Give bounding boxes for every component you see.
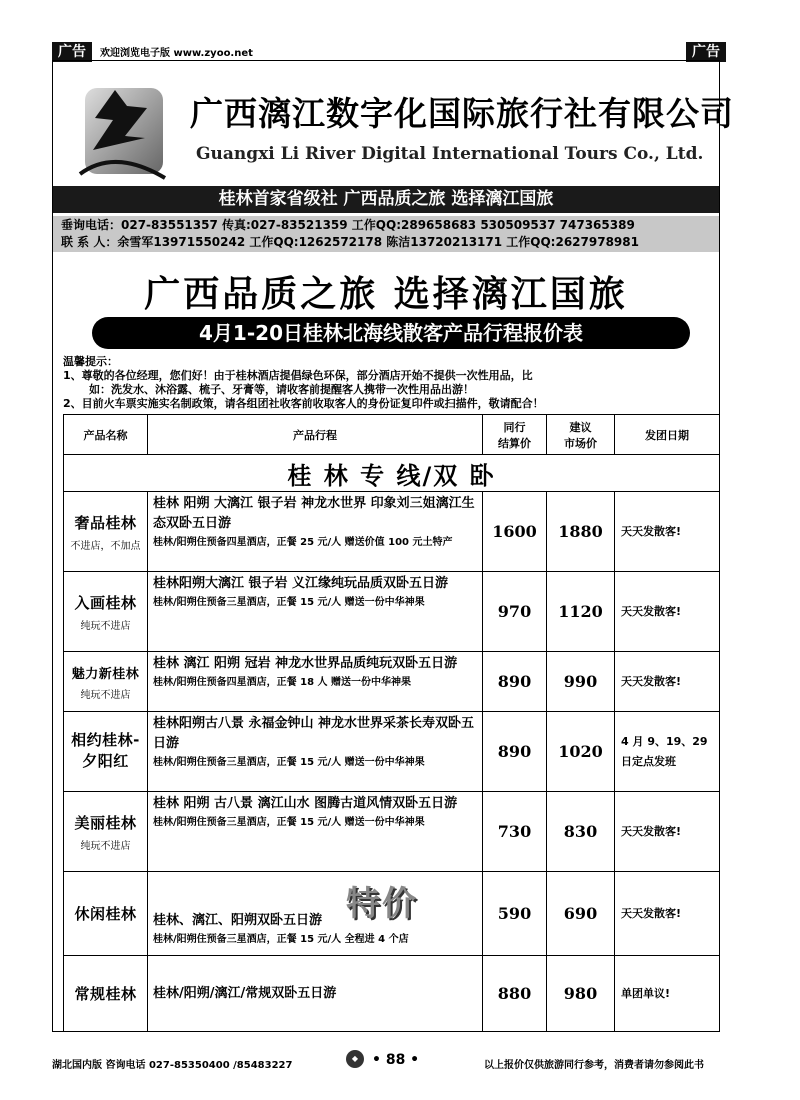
- header-itinerary: 产品行程: [148, 415, 483, 455]
- product-name-cell: 休闲桂林: [64, 872, 148, 956]
- contact-line-2: 联 系 人：余雪军13971550242 工作QQ:1262572178 陈洁13720213171 工作QQ:2627978981: [61, 235, 639, 249]
- headline: 广西品质之旅 选择漓江国旅: [144, 274, 628, 315]
- departure-date: 天天发散客!: [615, 652, 720, 712]
- departure-date: 4 月 9、19、29 日定点发班: [615, 712, 720, 792]
- retail-price: 990: [547, 652, 615, 712]
- contact-line-1: 垂询电话：027-83551357 传真:027-83521359 工作QQ:289658683 530509537 747365389: [61, 218, 635, 232]
- table-header-row: [64, 415, 720, 455]
- product-name-cell: 美丽桂林 纯玩不进店: [64, 792, 148, 872]
- price-table: [63, 414, 720, 1032]
- retail-price: 1020: [547, 712, 615, 792]
- company-logo-icon: [75, 78, 170, 180]
- net-price: 890: [483, 712, 547, 792]
- table-row: [64, 652, 720, 712]
- subheadline-pill: 4月1-20日桂林北海线散客产品行程报价表: [92, 317, 690, 349]
- table-row: [64, 492, 720, 572]
- departure-date: 天天发散客!: [615, 792, 720, 872]
- itinerary-cell: 桂林 漓江 阳朔 冠岩 神龙水世界品质纯玩双卧五日游 桂林/阳朔住预备四星酒店，正餐 18 人 赠送一份中华神果: [148, 652, 483, 712]
- header-product-name: 产品名称: [64, 415, 148, 455]
- product-name-cell: 入画桂林 纯玩不进店: [64, 572, 148, 652]
- company-name-cn: 广西漓江数字化国际旅行社有限公司: [190, 94, 734, 133]
- welcome-text: 欢迎浏览电子版 www.zyoo.net: [100, 48, 253, 59]
- header-departure-date: 发团日期: [615, 415, 720, 455]
- notice-line-2: 2、目前火车票实施实名制政策，请各组团社收客前收取客人的身份证复印件或扫描件，敬请配合！: [63, 397, 544, 410]
- departure-date: 天天发散客!: [615, 572, 720, 652]
- special-price-stamp: 特价: [346, 884, 418, 924]
- net-price: 880: [483, 956, 547, 1032]
- header-retail-price: 建议 市场价: [547, 415, 615, 455]
- net-price: 970: [483, 572, 547, 652]
- retail-price: 980: [547, 956, 615, 1032]
- contact-block: [53, 216, 719, 252]
- product-name-cell: 常规桂林: [64, 956, 148, 1032]
- product-name-cell: 奢品桂林 不进店，不加点: [64, 492, 148, 572]
- footer-right: 以上报价仅供旅游同行参考，消费者请勿参阅此书: [484, 1060, 704, 1071]
- retail-price: 830: [547, 792, 615, 872]
- notice-line-1: 1、尊敬的各位经理，您们好！由于桂林酒店提倡绿色环保，部分酒店开始不提供一次性用品，比: [63, 369, 533, 382]
- section-row: [64, 455, 720, 492]
- slogan-bar: 桂林首家省级社 广西品质之旅 选择漓江国旅: [53, 186, 719, 213]
- net-price: 730: [483, 792, 547, 872]
- itinerary-cell: 桂林 阳朔 大漓江 银子岩 神龙水世界 印象刘三姐漓江生态双卧五日游 桂林/阳朔住预备四星酒店，正餐 25 元/人 赠送价值 100 元土特产: [148, 492, 483, 572]
- table-row: [64, 792, 720, 872]
- itinerary-cell: 特价 桂林、漓江、阳朔双卧五日游 桂林/阳朔住预备三星酒店，正餐 15 元/人 全程进 4 个店: [148, 872, 483, 956]
- departure-date: 天天发散客!: [615, 872, 720, 956]
- net-price: 890: [483, 652, 547, 712]
- itinerary-cell: 桂林/阳朔/漓江/常规双卧五日游: [148, 956, 483, 1032]
- ad-tag-right: 广告: [686, 42, 726, 62]
- retail-price: 1120: [547, 572, 615, 652]
- retail-price: 1880: [547, 492, 615, 572]
- ad-tag-left: 广告: [52, 42, 92, 62]
- notice-line-1b: 如：洗发水、沐浴露、梳子、牙膏等，请收客前提醒客人携带一次性用品出游！: [89, 383, 474, 396]
- itinerary-cell: 桂林阳朔大漓江 银子岩 义江缘纯玩品质双卧五日游 桂林/阳朔住预备三星酒店，正餐 15 元/人 赠送一份中华神果: [148, 572, 483, 652]
- notice-block: [63, 355, 719, 411]
- footer-left: 湖北国内版 咨询电话 027-85350400 /85483227: [52, 1060, 293, 1071]
- company-name-en: Guangxi Li River Digital International Tours Co., Ltd.: [196, 144, 704, 164]
- table-row: [64, 872, 720, 956]
- departure-date: 单团单议!: [615, 956, 720, 1032]
- product-name-cell: 魅力新桂林 纯玩不进店: [64, 652, 148, 712]
- table-row: [64, 572, 720, 652]
- retail-price: 690: [547, 872, 615, 956]
- itinerary-cell: 桂林阳朔古八景 永福金钟山 神龙水世界采茶长寿双卧五日游 桂林/阳朔住预备三星酒店，正餐 15 元/人 赠送一份中华神果: [148, 712, 483, 792]
- page-number: • 88 •: [372, 1052, 420, 1068]
- net-price: 1600: [483, 492, 547, 572]
- section-title: 桂 林 专 线/双 卧: [64, 455, 720, 492]
- notice-title: 温馨提示：: [63, 355, 118, 368]
- departure-date: 天天发散客!: [615, 492, 720, 572]
- product-name-cell: 相约桂林-夕阳红: [64, 712, 148, 792]
- page-badge-icon: ◆: [346, 1050, 364, 1068]
- header-net-price: 同行 结算价: [483, 415, 547, 455]
- table-row: [64, 712, 720, 792]
- net-price: 590: [483, 872, 547, 956]
- itinerary-cell: 桂林 阳朔 古八景 漓江山水 图腾古道风情双卧五日游 桂林/阳朔住预备三星酒店，正餐 15 元/人 赠送一份中华神果: [148, 792, 483, 872]
- table-row: [64, 956, 720, 1032]
